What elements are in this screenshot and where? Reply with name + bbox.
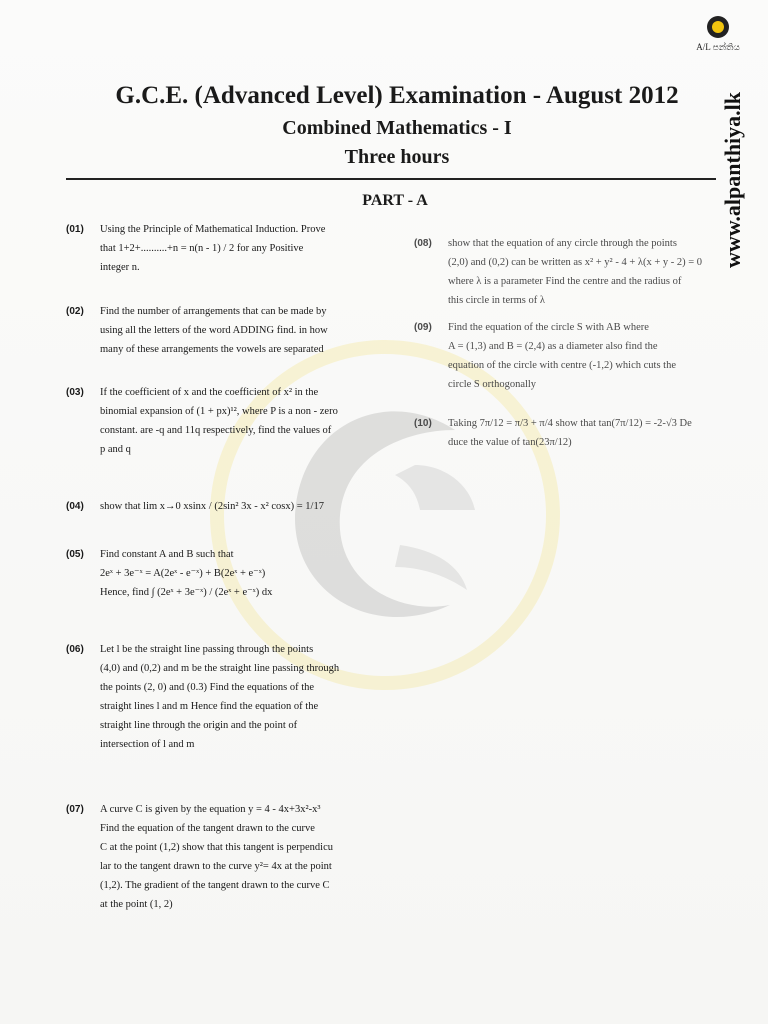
question-01	[66, 220, 386, 277]
question-04	[66, 497, 386, 516]
question-number: (05)	[66, 549, 84, 560]
question-03	[66, 383, 386, 459]
question-text: A curve C is given by the equation y = 4 - 4x+3x²-x³ Find the equation of the tangent drawn to the curve C at the point (1,2) show that this tangent is perpendicu lar to the tangent drawn to the curve y²= 4x at the point (1,2). The gradient of the tangent drawn to the curve C at the point (1, 2)	[100, 804, 333, 910]
question-text: Find the equation of the circle S with AB where A = (1,3) and B = (2,4) as a diameter also find the equation of the circle with centre (-1,2) which cuts the circle S orthogonally	[448, 322, 676, 390]
question-09	[414, 318, 714, 394]
question-text: If the coefficient of x and the coefficient of x² in the binomial expansion of (1 + px)¹², where P is a non - zero constant. are -q and 11q respectively, find the values of p and q	[100, 387, 338, 455]
question-number: (01)	[66, 224, 84, 235]
exam-subject: Combined Mathematics - I	[282, 117, 512, 139]
exam-title: G.C.E. (Advanced Level) Examination - August 2012	[115, 82, 679, 109]
question-number: (09)	[414, 322, 432, 333]
question-text: Find the number of arrangements that can be made by using all the letters of the word ADDING find. in how many of these arrangements the vowels are separated	[100, 306, 328, 355]
question-text: Using the Principle of Mathematical Induction. Prove that 1+2+..........+n = n(n - 1) / 2 for any Positive integer n.	[100, 224, 326, 273]
question-10	[414, 414, 714, 452]
question-text: show that the equation of any circle through the points (2,0) and (0,2) can be written as x² + y² - 4 + λ(x + y - 2) = 0 where λ is a parameter Find the centre and the radius of this circle in terms of λ	[448, 238, 703, 306]
question-06	[66, 640, 386, 754]
question-number: (04)	[66, 501, 84, 512]
site-url: www.alpanthiya.lk	[720, 91, 745, 269]
question-number: (10)	[414, 418, 432, 429]
question-number: (06)	[66, 644, 84, 655]
question-05	[66, 545, 386, 602]
exam-duration: Three hours	[344, 146, 450, 168]
question-number: (07)	[66, 804, 84, 815]
question-text: Let l be the straight line passing through the points (4,0) and (0,2) and m be the straight line passing through the points (2, 0) and (0.3) Find the equations of the straight lines l and m Hence find the equation of the straight line through the origin and the point of intersection of l and m	[100, 644, 340, 750]
brand-logo-icon	[707, 16, 729, 38]
question-number: (02)	[66, 306, 84, 317]
question-number: (08)	[414, 238, 432, 249]
brand-logo	[688, 16, 748, 53]
question-07	[66, 800, 386, 914]
question-number: (03)	[66, 387, 84, 398]
question-08	[414, 234, 714, 310]
brand-logo-text: A/L පන්තිය	[696, 42, 740, 52]
question-text: show that lim x→0 xsinx / (2sin² 3x - x² cosx) = 1/17	[100, 501, 324, 512]
question-02	[66, 302, 386, 359]
part-heading: PART - A	[362, 192, 428, 209]
header-divider	[66, 178, 716, 180]
question-text: Find constant A and B such that 2eˣ + 3e⁻ˣ = A(2eˣ - e⁻ˣ) + B(2eˣ + e⁻ˣ) Hence, find ∫ (2eˣ + 3e⁻ˣ) / (2eˣ + e⁻ˣ) dx	[100, 549, 273, 598]
question-text: Taking 7π/12 = π/3 + π/4 show that tan(7π/12) = -2-√3 De duce the value of tan(23π/12)	[448, 418, 692, 448]
